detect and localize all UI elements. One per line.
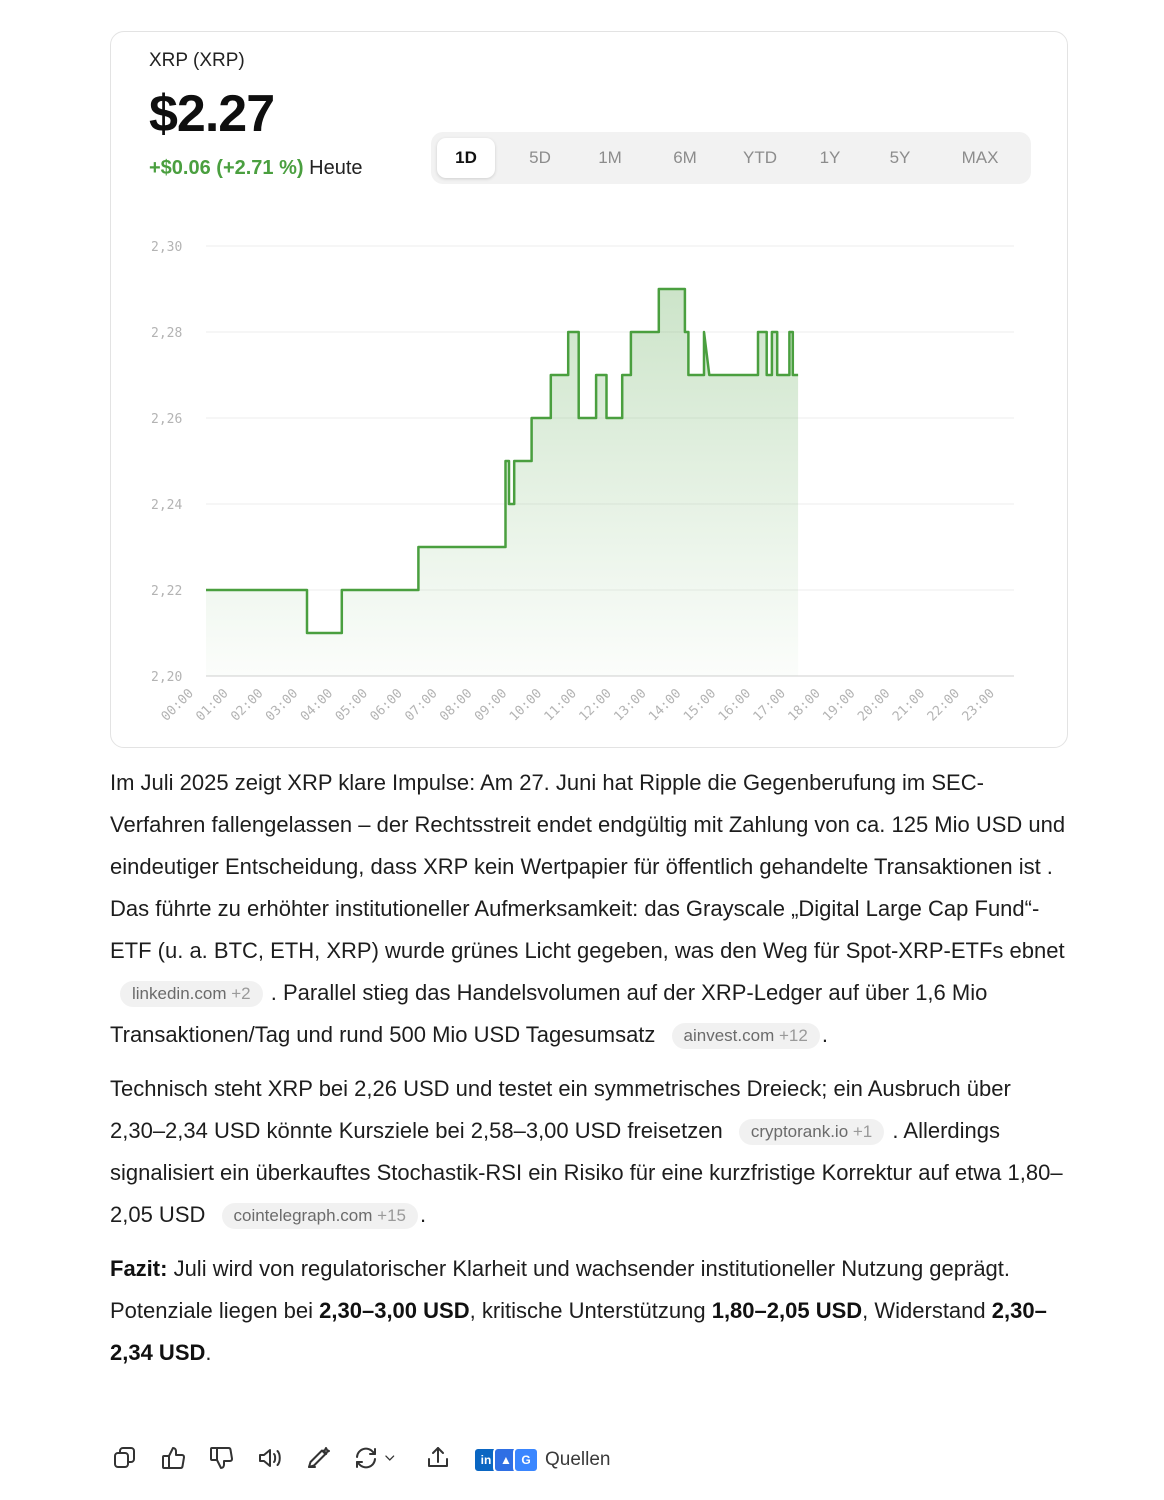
range-tab-6m[interactable]: 6M	[673, 148, 697, 167]
x-tick-label: 18:00	[785, 686, 824, 725]
x-tick-label: 17:00	[750, 686, 789, 725]
price-change-label: Heute	[309, 157, 363, 179]
current-price: $2.27	[149, 85, 275, 143]
y-tick-label: 2,20	[151, 670, 183, 685]
source-chip[interactable]: linkedin.com +2	[120, 981, 263, 1007]
x-tick-label: 13:00	[611, 686, 650, 725]
x-tick-label: 09:00	[471, 686, 511, 725]
range-tab-max[interactable]: MAX	[961, 148, 999, 167]
x-tick-label: 19:00	[820, 686, 859, 725]
answer-text	[110, 762, 1070, 1386]
source-chip[interactable]: cointelegraph.com +15	[222, 1203, 418, 1229]
range-tab-1y[interactable]: 1Y	[819, 148, 841, 167]
y-tick-label: 2,28	[151, 326, 183, 341]
sources-label: Quellen	[545, 1449, 611, 1470]
response-toolbar	[110, 1440, 710, 1480]
y-tick-label: 2,22	[151, 584, 183, 599]
x-tick-label: 02:00	[228, 686, 267, 725]
bold-text: 1,80–2,05 USD	[711, 1298, 863, 1323]
read-aloud-button[interactable]	[256, 1444, 288, 1476]
thumbs-up-icon	[160, 1444, 188, 1472]
x-tick-label: 22:00	[924, 686, 964, 725]
x-tick-label: 00:00	[158, 686, 197, 725]
ainvest-icon: ▲	[493, 1447, 519, 1473]
bold-text: Fazit:	[110, 1256, 168, 1281]
source-chip[interactable]: cryptorank.io +1	[739, 1119, 884, 1145]
bold-text: 2,30–3,00 USD	[319, 1298, 470, 1323]
x-tick-label: 12:00	[576, 686, 615, 725]
price-chart	[111, 32, 1069, 749]
dislike-button[interactable]	[208, 1444, 240, 1476]
range-tab-1d[interactable]: 1D	[437, 138, 495, 178]
thumbs-down-icon	[208, 1444, 236, 1472]
x-tick-label: 04:00	[297, 686, 337, 725]
share-button[interactable]	[424, 1444, 456, 1476]
x-tick-label: 21:00	[889, 686, 929, 725]
share-icon	[424, 1444, 452, 1472]
x-tick-label: 20:00	[855, 686, 894, 725]
x-tick-label: 05:00	[332, 686, 371, 725]
bold-text: 2,30–2,34 USD	[110, 1298, 1047, 1365]
x-tick-label: 10:00	[506, 686, 546, 725]
stock-widget	[110, 31, 1068, 748]
copy-button[interactable]	[110, 1444, 142, 1476]
range-tab-5d[interactable]: 5D	[529, 148, 551, 167]
price-change: +$0.06 (+2.71 %)	[149, 157, 304, 179]
source-chip[interactable]: ainvest.com +12	[672, 1023, 820, 1049]
x-tick-label: 01:00	[193, 686, 232, 725]
speaker-icon	[256, 1444, 284, 1472]
x-tick-label: 03:00	[263, 686, 302, 725]
x-tick-label: 08:00	[437, 686, 476, 725]
chevron-down-icon	[384, 1444, 402, 1472]
linkedin-icon: in	[473, 1447, 499, 1473]
y-tick-label: 2,24	[151, 498, 183, 513]
asset-name: XRP (XRP)	[149, 50, 245, 71]
like-button[interactable]	[160, 1444, 192, 1476]
x-tick-label: 15:00	[680, 686, 720, 725]
paragraph-technical: Technisch steht XRP bei 2,26 USD und testet ein symmetrisches Dreieck; ein Ausbruch über 2,30–2,34 USD könnte Kursziele bei 2,58–3,00 USD freisetzen cryptorank.io +1 . Allerdings signalisiert ein überkauftes Stochastik-RSI ein Risiko für eine kurzfristige Korrektur auf etwa 1,80–2,05 USD cointelegraph.com +15 .	[110, 1076, 1063, 1227]
range-tab-5y[interactable]: 5Y	[889, 148, 911, 167]
y-tick-label: 2,26	[151, 412, 183, 427]
price-area	[206, 289, 798, 676]
sources-button[interactable]	[473, 1444, 611, 1476]
x-tick-label: 16:00	[715, 686, 755, 725]
regenerate-icon	[352, 1444, 380, 1472]
edit-icon	[304, 1444, 332, 1472]
copy-icon	[110, 1444, 138, 1472]
range-tab-ytd[interactable]: YTD	[743, 148, 777, 167]
regenerate-button[interactable]	[352, 1444, 402, 1476]
paragraph-conclusion: Fazit: Juli wird von regulatorischer Klarheit und wachsender institutioneller Nutzung geprägt. Potenziale liegen bei 2,30–3,00 USD, kritische Unterstützung 1,80–2,05 USD, Widerstand 2,30–2,34 USD.	[110, 1256, 1047, 1365]
x-tick-label: 23:00	[959, 686, 998, 725]
edit-button[interactable]	[304, 1444, 336, 1476]
x-tick-label: 06:00	[367, 686, 406, 725]
x-tick-label: 07:00	[402, 686, 441, 725]
x-tick-label: 14:00	[646, 686, 685, 725]
x-tick-label: 11:00	[541, 686, 580, 725]
paragraph-news: Im Juli 2025 zeigt XRP klare Impulse: Am 27. Juni hat Ripple die Gegenberufung im SEC-Verfahren fallengelassen – der Rechtsstreit endet endgültig mit Zahlung von ca. 125 Mio USD und eindeutiger Entscheidung, dass XRP kein Wertpapier für öffentlich gehandelte Transaktionen ist . Das führte zu erhöhter institutioneller Aufmerksamkeit: das Grayscale „Digital Large Cap Fund“-ETF (u. a. BTC, ETH, XRP) wurde grünes Licht gegeben, was den Weg für Spot-XRP-ETFs ebnet linkedin.com +2 . Parallel stieg das Handelsvolumen auf der XRP-Ledger auf über 1,6 Mio Transaktionen/Tag und rund 500 Mio USD Tagesumsatz ainvest.com +12 .	[110, 770, 1066, 1047]
y-tick-label: 2,30	[151, 240, 183, 255]
range-tab-1m[interactable]: 1M	[598, 148, 622, 167]
cryptorank-icon: G	[513, 1447, 539, 1473]
